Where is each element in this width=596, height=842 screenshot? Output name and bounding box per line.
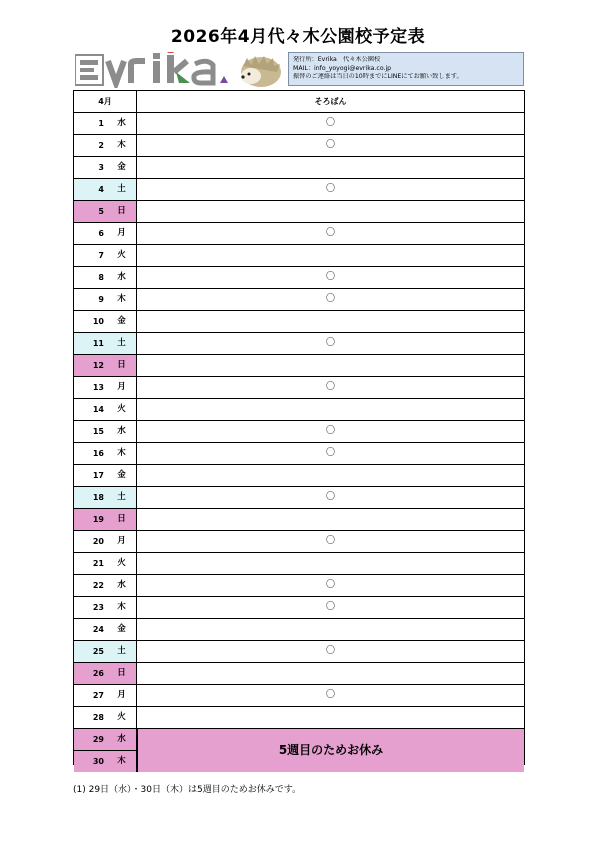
weekday: 日	[107, 355, 137, 376]
lesson-mark: 〇	[325, 272, 335, 282]
day-number: 27	[92, 691, 104, 700]
notice-line: 振替のご連絡は当日の10時までにLINEにてお願い致します。	[293, 73, 463, 81]
weekday: 木	[107, 443, 137, 464]
table-row	[74, 289, 524, 311]
weekday: 金	[107, 619, 137, 640]
lesson-mark: 〇	[325, 184, 335, 194]
weekday: 土	[107, 333, 137, 354]
day-number: 7	[98, 251, 104, 260]
day-number: 15	[92, 427, 104, 436]
lesson-mark	[137, 399, 524, 420]
day-number: 13	[92, 383, 104, 392]
day-number: 12	[74, 355, 107, 376]
lesson-mark	[137, 355, 524, 376]
weekday: 火	[107, 553, 137, 574]
table-row	[74, 355, 524, 377]
weekday: 火	[107, 707, 137, 728]
table-row	[74, 223, 524, 245]
lesson-mark: 〇	[325, 536, 335, 546]
lesson-mark	[137, 245, 524, 266]
weekday: 月	[107, 377, 137, 398]
weekday: 水	[107, 267, 137, 288]
lesson-mark	[137, 157, 524, 178]
table-row	[74, 179, 524, 201]
day-number: 30	[74, 751, 107, 772]
lesson-mark: 〇	[325, 382, 335, 392]
day-number: 22	[92, 581, 104, 590]
weekday: 月	[107, 531, 137, 552]
footnote: (1) 29日（水）・30日（木）は5週目のためお休みです。	[73, 785, 302, 795]
day-number: 11	[74, 333, 107, 354]
table-row	[74, 157, 524, 179]
day-number: 21	[92, 559, 104, 568]
day-number: 5	[74, 201, 107, 222]
lesson-mark: 〇	[325, 602, 335, 612]
day-number: 23	[92, 603, 104, 612]
lesson-mark: 〇	[325, 646, 335, 656]
day-number: 9	[98, 295, 104, 304]
table-row	[74, 113, 524, 135]
day-number: 25	[74, 641, 107, 662]
lesson-mark: 〇	[325, 492, 335, 502]
day-number: 6	[98, 229, 104, 238]
table-row	[74, 245, 524, 267]
day-number: 29	[74, 729, 107, 750]
email-line: MAIL：info_yoyogi@evrika.co.jp	[293, 64, 392, 72]
weekday: 木	[107, 135, 137, 156]
class-header: そろばん	[314, 97, 347, 106]
table-row	[74, 707, 524, 729]
table-row	[74, 201, 524, 223]
table-row	[74, 575, 524, 597]
weekday: 火	[107, 245, 137, 266]
weekday: 金	[107, 157, 137, 178]
schedule-table	[73, 90, 525, 765]
day-number: 8	[98, 273, 104, 282]
lesson-mark	[137, 465, 524, 486]
day-number: 26	[74, 663, 107, 684]
weekday: 土	[107, 179, 137, 200]
publisher-line: 発行所：Evrika 代々木公園校	[293, 56, 381, 63]
table-row	[74, 553, 524, 575]
weekday: 水	[107, 421, 137, 442]
day-number: 2	[98, 141, 104, 150]
weekday: 金	[107, 311, 137, 332]
closed-notice: 5週目のためお休み	[137, 729, 524, 772]
weekday: 木	[107, 751, 137, 772]
weekday: 日	[107, 509, 137, 530]
lesson-mark	[137, 509, 524, 530]
table-row	[74, 663, 524, 685]
weekday: 水	[107, 113, 137, 134]
weekday: 土	[107, 641, 137, 662]
table-row	[74, 421, 524, 443]
table-row	[74, 267, 524, 289]
lesson-mark	[137, 707, 524, 728]
lesson-mark	[137, 663, 524, 684]
day-number: 14	[92, 405, 104, 414]
lesson-mark: 〇	[325, 426, 335, 436]
table-row	[74, 597, 524, 619]
table-row	[74, 465, 524, 487]
weekday: 月	[107, 223, 137, 244]
day-number: 10	[92, 317, 104, 326]
weekday: 水	[107, 729, 137, 750]
weekday: 木	[107, 289, 137, 310]
lesson-mark: 〇	[325, 690, 335, 700]
weekday: 水	[107, 575, 137, 596]
lesson-mark	[137, 201, 524, 222]
weekday: 金	[107, 465, 137, 486]
publisher-info-box	[288, 52, 524, 86]
table-row	[74, 531, 524, 553]
day-number: 20	[92, 537, 104, 546]
lesson-mark	[137, 553, 524, 574]
lesson-mark	[137, 311, 524, 332]
table-row	[74, 399, 524, 421]
lesson-mark: 〇	[325, 118, 335, 128]
weekday: 月	[107, 685, 137, 706]
lesson-mark: 〇	[325, 228, 335, 238]
lesson-mark: 〇	[325, 338, 335, 348]
table-row	[74, 443, 524, 465]
weekday: 木	[107, 597, 137, 618]
table-row	[74, 377, 524, 399]
day-number: 24	[92, 625, 104, 634]
table-row	[74, 509, 524, 531]
day-number: 16	[92, 449, 104, 458]
day-number: 28	[92, 713, 104, 722]
lesson-mark: 〇	[325, 140, 335, 150]
month-header: 4月	[74, 91, 137, 112]
table-row	[74, 619, 524, 641]
lesson-mark: 〇	[325, 580, 335, 590]
day-number: 18	[74, 487, 107, 508]
lesson-mark	[137, 619, 524, 640]
table-row	[74, 685, 524, 707]
day-number: 3	[98, 163, 104, 172]
table-row	[74, 311, 524, 333]
weekday: 火	[107, 399, 137, 420]
lesson-mark: 〇	[325, 294, 335, 304]
table-row	[74, 641, 524, 663]
weekday: 日	[107, 201, 137, 222]
table-row	[74, 333, 524, 355]
day-number: 1	[98, 119, 104, 128]
evrika-logo	[75, 52, 285, 88]
lesson-mark: 〇	[325, 448, 335, 458]
table-header	[74, 91, 524, 113]
day-number: 19	[74, 509, 107, 530]
day-number: 17	[92, 471, 104, 480]
table-row	[74, 135, 524, 157]
weekday: 日	[107, 663, 137, 684]
table-row	[74, 487, 524, 509]
day-number: 4	[74, 179, 107, 200]
page-title: 2026年4月代々木公園校予定表	[170, 27, 426, 47]
weekday: 土	[107, 487, 137, 508]
